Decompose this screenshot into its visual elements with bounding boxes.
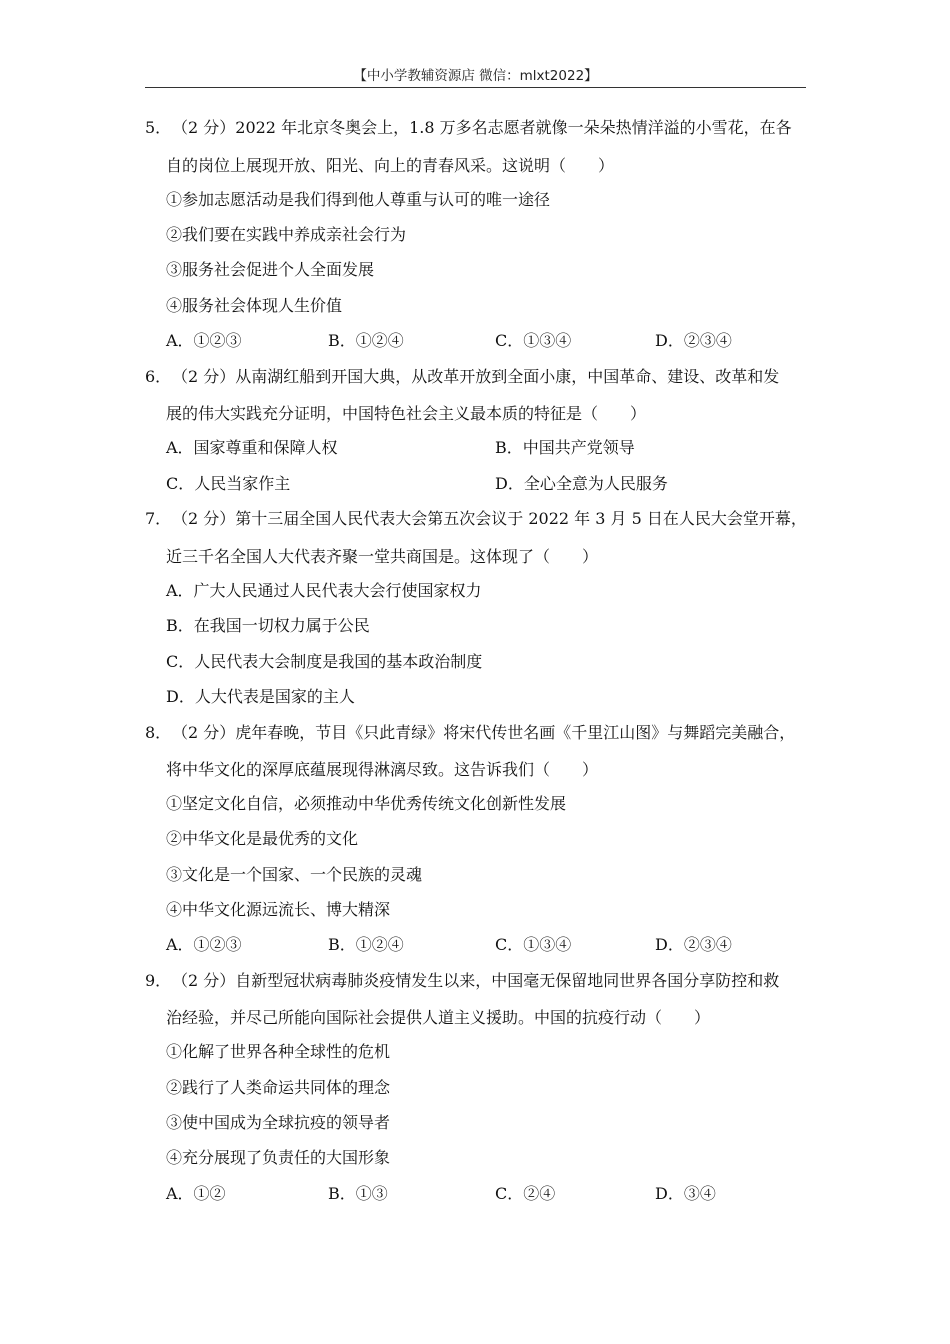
- question-stem-line: （2 分）2022 年北京冬奥会上，1.8 万多名志愿者就像一朵朵热情洋溢的小雪花，在各: [172, 118, 792, 137]
- statement: ④中华文化源远流长、博大精深: [166, 900, 391, 919]
- statement: ①坚定文化自信，必须推动中华优秀传统文化创新性发展: [166, 794, 567, 813]
- option-d[interactable]: D．人大代表是国家的主人: [166, 687, 355, 706]
- page-header: 【中小学教辅资源店 微信：mlxt2022】: [353, 68, 598, 84]
- question-stem-line: 治经验，并尽己所能向国际社会提供人道主义援助。中国的抗疫行动（ ）: [166, 1008, 711, 1027]
- question-number: 8．: [145, 723, 172, 742]
- question-stem-line: （2 分）第十三届全国人民代表大会第五次会议于 2022 年 3 月 5 日在人民大会堂开幕，: [172, 509, 807, 528]
- option-b[interactable]: B．①②④: [328, 935, 404, 954]
- option-c[interactable]: C．②④: [495, 1184, 556, 1203]
- option-c[interactable]: C．①③④: [495, 935, 572, 954]
- option-a[interactable]: A．①②: [166, 1184, 226, 1203]
- statement: ③文化是一个国家、一个民族的灵魂: [166, 865, 423, 884]
- option-d[interactable]: D．②③④: [655, 331, 732, 350]
- option-b[interactable]: B．中国共产党领导: [495, 438, 635, 457]
- question-number: 9．: [145, 971, 172, 990]
- option-a[interactable]: A．广大人民通过人民代表大会行使国家权力: [166, 581, 482, 600]
- option-c[interactable]: C．人民当家作主: [166, 474, 291, 493]
- statement: ④服务社会体现人生价值: [166, 296, 343, 315]
- option-c[interactable]: C．①③④: [495, 331, 572, 350]
- question-stem-line: 将中华文化的深厚底蕴展现得淋漓尽致。这告诉我们（ ）: [166, 760, 599, 779]
- option-a[interactable]: A．①②③: [166, 935, 242, 954]
- statement: ②践行了人类命运共同体的理念: [166, 1078, 391, 1097]
- option-c[interactable]: C．人民代表大会制度是我国的基本政治制度: [166, 652, 483, 671]
- question-number: 7．: [145, 509, 172, 528]
- question-stem-line: （2 分）虎年春晚，节目《只此青绿》将宋代传世名画《千里江山图》与舞蹈完美融合，: [172, 723, 796, 742]
- option-a[interactable]: A．国家尊重和保障人权: [166, 438, 338, 457]
- question-stem-line: 展的伟大实践充分证明，中国特色社会主义最本质的特征是（ ）: [166, 404, 647, 423]
- question-stem-line: 自的岗位上展现开放、阳光、向上的青春风采。这说明（ ）: [166, 156, 615, 175]
- question-stem-line: （2 分）自新型冠状病毒肺炎疫情发生以来，中国毫无保留地同世界各国分享防控和救: [172, 971, 780, 990]
- option-d[interactable]: D．全心全意为人民服务: [495, 474, 668, 493]
- question-number: 6．: [145, 367, 172, 386]
- question-stem-line: （2 分）从南湖红船到开国大典，从改革开放到全面小康，中国革命、建设、改革和发: [172, 367, 780, 386]
- option-b[interactable]: B．①③: [328, 1184, 388, 1203]
- statement: ②中华文化是最优秀的文化: [166, 829, 359, 848]
- statement: ②我们要在实践中养成亲社会行为: [166, 225, 407, 244]
- question-stem-line: 近三千名全国人大代表齐聚一堂共商国是。这体现了（ ）: [166, 547, 599, 566]
- statement: ③使中国成为全球抗疫的领导者: [166, 1113, 391, 1132]
- statement: ③服务社会促进个人全面发展: [166, 260, 375, 279]
- option-b[interactable]: B．在我国一切权力属于公民: [166, 616, 370, 635]
- question-number: 5．: [145, 118, 172, 137]
- option-a[interactable]: A．①②③: [166, 331, 242, 350]
- option-d[interactable]: D．②③④: [655, 935, 732, 954]
- statement: ①化解了世界各种全球性的危机: [166, 1042, 391, 1061]
- header-divider: [145, 87, 806, 88]
- option-b[interactable]: B．①②④: [328, 331, 404, 350]
- option-d[interactable]: D．③④: [655, 1184, 716, 1203]
- statement: ④充分展现了负责任的大国形象: [166, 1148, 391, 1167]
- statement: ①参加志愿活动是我们得到他人尊重与认可的唯一途径: [166, 190, 551, 209]
